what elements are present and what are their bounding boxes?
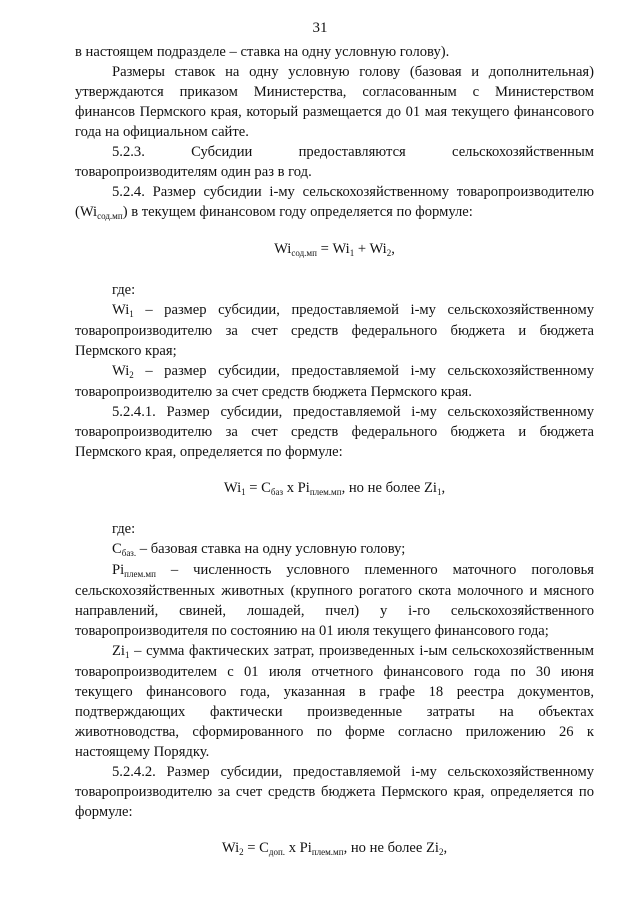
paragraph-rates: Размеры ставок на одну условную голову (базовая и дополнительная) утверждаются приказом Министерства, согласованным с Министерством финансов Пермского края, который размещается до 01 мая текущего финансового года на официальном сайте.: [75, 64, 594, 140]
where-label-2: где:: [112, 521, 136, 537]
definition-c-baz: $C_{баз.}$ – базовая ставка на одну условную голову;: [112, 541, 406, 558]
paragraph-5-2-4-2: 5.2.4.2. Размер субсидии, предоставляемой i-му сельскохозяйственному товаропроизводителю за счет средств бюджета Пермского края, определяется по формуле:: [75, 764, 594, 820]
definition-wi1: $Wi_1$ – размер субсидии, предоставляемой i-му сельскохозяйственному товаропроизводителю за счет средств федерального бюджета и бюджета Пермского края;: [75, 302, 594, 359]
definition-wi2: $Wi_2$ – размер субсидии, предоставляемой i-му сельскохозяйственному товаропроизводителю за счет средств бюджета Пермского края.: [75, 363, 594, 400]
formula-1: $Wi_{сод.мп} = Wi_1 + Wi_2$,: [274, 241, 395, 258]
definition-zi1: $Zi_1$ – сумма фактических затрат, произведенных i-ым сельскохозяйственным товаропроизводителем с 01 июля отчетного финансового года по 30 июня текущего финансового года, указанная в графе 18 реестра документов, подтверждающих фактически произведенные затраты на объектах животноводства, сформированного по форме согласно приложению 26 к настоящему Порядку.: [75, 643, 594, 760]
paragraph-1: в настоящем подразделе – ставка на одну условную голову).: [75, 44, 450, 60]
formula-2: $Wi_1 = C_{баз}$ x $Pi_{плем.мп}$, но не более $Zi_1$,: [223, 480, 446, 497]
page-number: 31: [312, 20, 328, 36]
paragraph-5-2-4: 5.2.4. Размер субсидии i-му сельскохозяйственному товаропроизводителю $(Wi_{сод.мп})$ в текущем финансовом году определяется по формуле:: [75, 184, 594, 221]
paragraph-5-2-4-1: 5.2.4.1. Размер субсидии, предоставляемой i-му сельскохозяйственному товаропроизводителю за счет средств федерального бюджета и бюджета Пермского края, определяется по формуле:: [75, 404, 594, 460]
document-body: [75, 42, 594, 859]
formula-3: $Wi_2 = C_{доп.}$ x $Pi_{плем.мп}$, но не более $Zi_2$,: [221, 840, 448, 857]
definition-pi-plem: $Pi_{плем.мп}$ – численность условного племенного маточного поголовья сельскохозяйственных животных (крупного рогатого скота молочного и мясного направлений, свиней, лошадей, пчел) у i-го сельскохозяйственного товаропроизводителя по состоянию на 01 июля текущего финансового года;: [75, 562, 594, 639]
paragraph-5-2-3: 5.2.3. Субсидии предоставляются сельскохозяйственным товаропроизводителям один раз в год.: [75, 144, 594, 180]
where-label-1: где:: [112, 282, 136, 298]
